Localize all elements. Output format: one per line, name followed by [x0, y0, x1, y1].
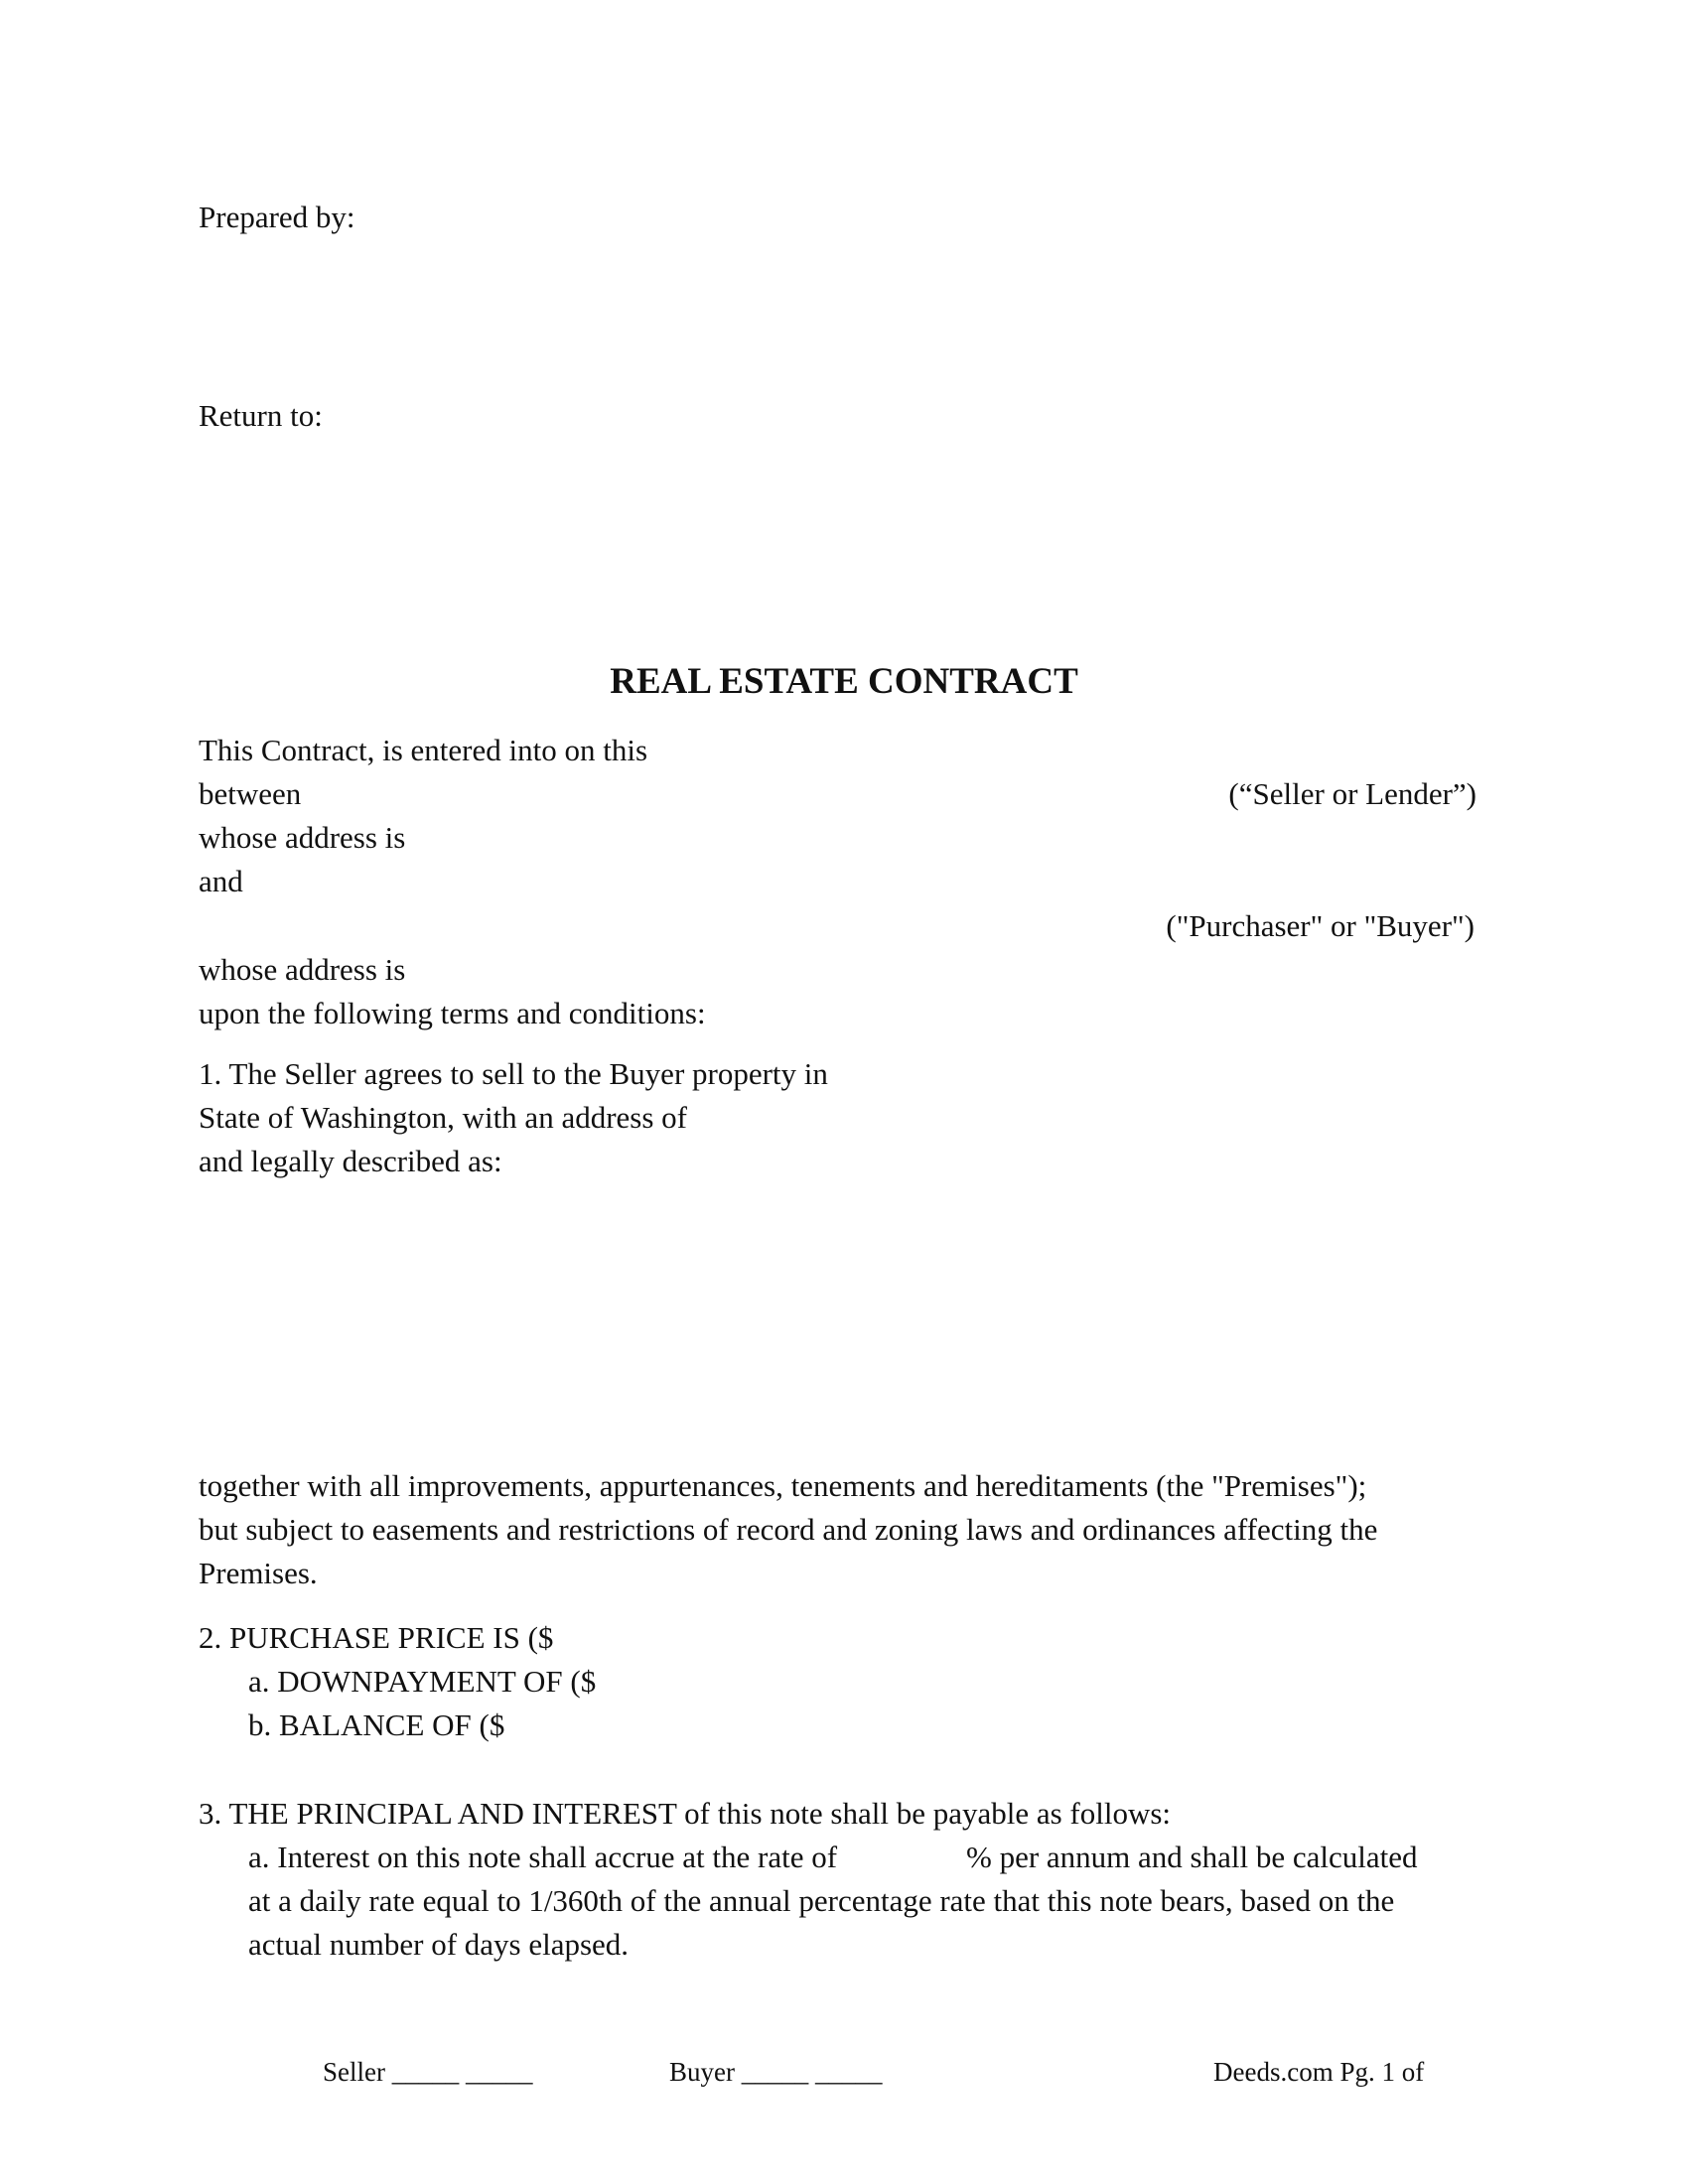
prepared-by-label: Prepared by: — [199, 200, 355, 234]
seller-label: (“Seller or Lender”) — [1228, 776, 1477, 811]
premises-line-3: Premises. — [199, 1556, 318, 1590]
return-to-label: Return to: — [199, 398, 323, 433]
terms-intro: upon the following terms and conditions: — [199, 996, 706, 1030]
between-label: between — [199, 776, 302, 811]
section-1-line-1: 1. The Seller agrees to sell to the Buyer property in — [199, 1056, 828, 1091]
interest-calc-line: at a daily rate equal to 1/360th of the annual percentage rate that this note bears, based on the — [248, 1883, 1395, 1918]
balance-line: b. BALANCE OF ($ — [248, 1707, 505, 1742]
contract-intro: This Contract, is entered into on this — [199, 733, 648, 767]
section-3-heading: 3. THE PRINCIPAL AND INTEREST of this note shall be payable as follows: — [199, 1796, 1172, 1831]
seller-address-label: whose address is — [199, 820, 406, 855]
footer-seller-initials: Seller _____ _____ — [323, 2057, 533, 2087]
downpayment-line: a. DOWNPAYMENT OF ($ — [248, 1664, 597, 1699]
footer-buyer-initials: Buyer _____ _____ — [669, 2057, 883, 2087]
premises-line-1: together with all improvements, appurtenances, tenements and hereditaments (the "Premises"); — [199, 1468, 1367, 1503]
footer-page-number: Deeds.com Pg. 1 of — [1213, 2057, 1425, 2087]
premises-line-2: but subject to easements and restrictions of record and zoning laws and ordinances affecting the — [199, 1512, 1378, 1547]
buyer-label: ("Purchaser" or "Buyer") — [1166, 908, 1475, 943]
buyer-address-label: whose address is — [199, 952, 406, 987]
interest-rate-line-end: % per annum and shall be calculated — [966, 1840, 1418, 1874]
document-title: REAL ESTATE CONTRACT — [610, 661, 1078, 702]
interest-days-line: actual number of days elapsed. — [248, 1927, 630, 1962]
purchase-price-line: 2. PURCHASE PRICE IS ($ — [199, 1620, 554, 1655]
section-1-line-2: State of Washington, with an address of — [199, 1100, 687, 1135]
and-label: and — [199, 864, 243, 898]
section-1-line-3: and legally described as: — [199, 1144, 502, 1178]
interest-rate-line-start: a. Interest on this note shall accrue at the rate of — [248, 1840, 838, 1874]
